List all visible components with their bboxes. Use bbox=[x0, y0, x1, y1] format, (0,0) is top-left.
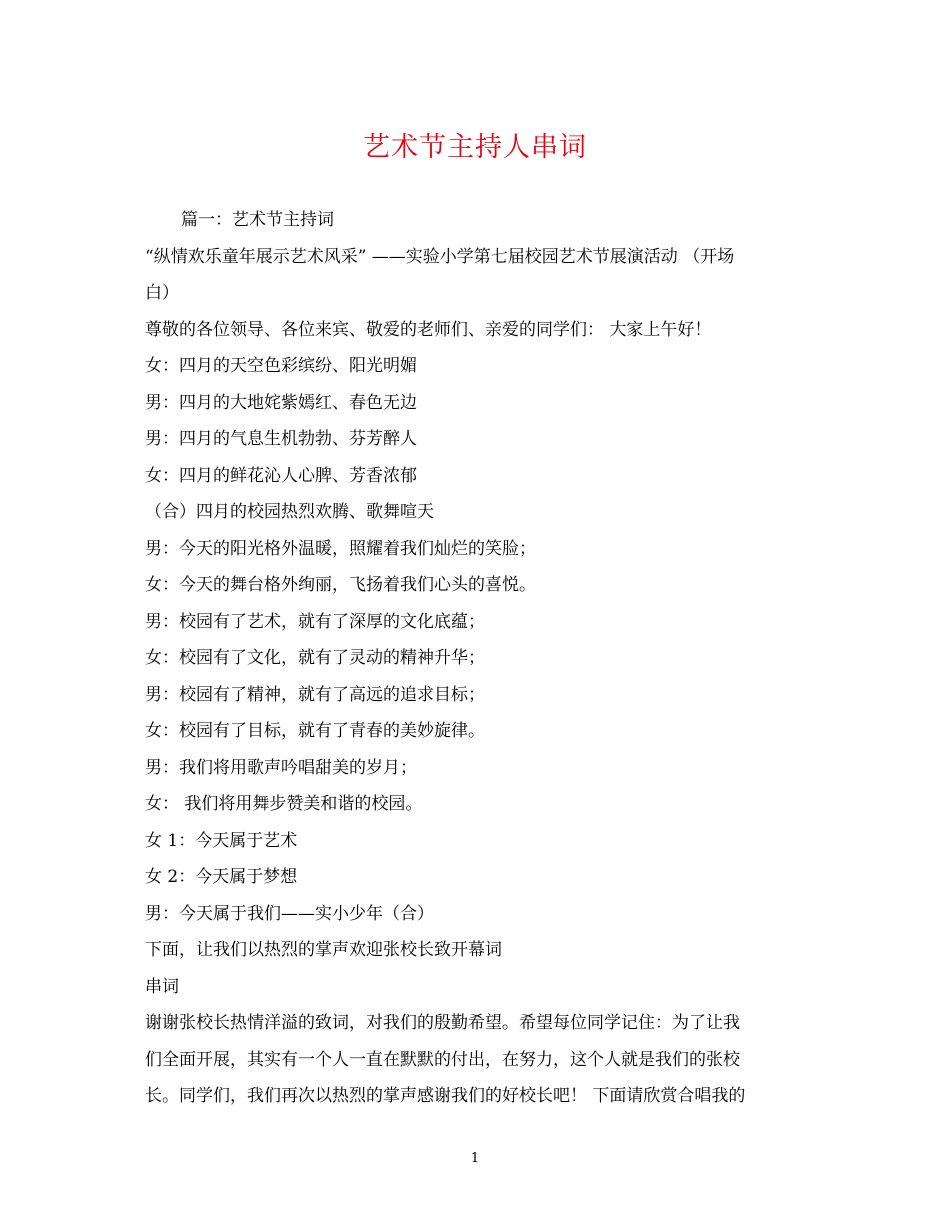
text-line: 男：校园有了艺术，就有了深厚的文化底蕴； bbox=[145, 611, 485, 632]
text-line: 男：四月的大地姹紫嫣红、春色无边 bbox=[145, 392, 417, 413]
text-line: 女 1：今天属于艺术 bbox=[145, 830, 298, 851]
section-heading: 篇一：艺术节主持词 bbox=[181, 210, 334, 230]
text-line: 女：校园有了目标，就有了青春的美妙旋律。 bbox=[145, 721, 485, 741]
text-line: 男：我们将用歌声吟唱甜美的岁月； bbox=[145, 757, 417, 778]
text-line: 女： 我们将用舞步赞美和谐的校园。 bbox=[145, 794, 423, 814]
text-line: 男：今天的阳光格外温暖，照耀着我们灿烂的笑脸； bbox=[145, 538, 536, 559]
text-line: 男：校园有了精神，就有了高远的追求目标； bbox=[145, 684, 485, 705]
text-line: 们全面开展，其实有一个人一直在默默的付出，在努力，这个人就是我们的张校 bbox=[145, 1049, 740, 1070]
text-line: 男：四月的气息生机勃勃、芬芳醉人 bbox=[145, 429, 417, 449]
text-line: 白） bbox=[145, 283, 179, 303]
text-line: 女：四月的鲜花沁人心脾、芳香浓郁 bbox=[145, 465, 417, 486]
text-line: 男：今天属于我们——实小少年（合） bbox=[145, 903, 434, 924]
document-body bbox=[145, 202, 805, 1115]
text-line: 尊敬的各位领导、各位来宾、敬爱的老师们、亲爱的同学们： 大家上午好！ bbox=[145, 319, 712, 340]
text-line: 女 2：今天属于梦想 bbox=[145, 867, 298, 887]
document-title: 艺术节主持人串词 bbox=[363, 132, 587, 163]
text-line: 女：校园有了文化，就有了灵动的精神升华； bbox=[145, 648, 485, 668]
text-line: “纵情欢乐童年展示艺术风采” ——实验小学第七届校园艺术节展演活动 （开场 bbox=[145, 246, 735, 267]
text-line: 串词 bbox=[145, 976, 179, 997]
text-line: （合）四月的校园热烈欢腾、歌舞喧天 bbox=[145, 502, 434, 522]
text-line: 下面，让我们以热烈的掌声欢迎张校长致开幕词 bbox=[145, 940, 502, 960]
text-line: 女：今天的舞台格外绚丽，飞扬着我们心头的喜悦。 bbox=[145, 575, 536, 595]
page-number: 1 bbox=[470, 1151, 480, 1166]
text-line: 谢谢张校长热情洋溢的致词，对我们的殷勤希望。希望每位同学记住：为了让我 bbox=[145, 1013, 740, 1033]
text-line: 女：四月的天空色彩缤纷、阳光明媚 bbox=[145, 356, 417, 376]
text-line: 长。同学们，我们再次以热烈的掌声感谢我们的好校长吧！ 下面请欣赏合唱我的 bbox=[145, 1086, 746, 1106]
